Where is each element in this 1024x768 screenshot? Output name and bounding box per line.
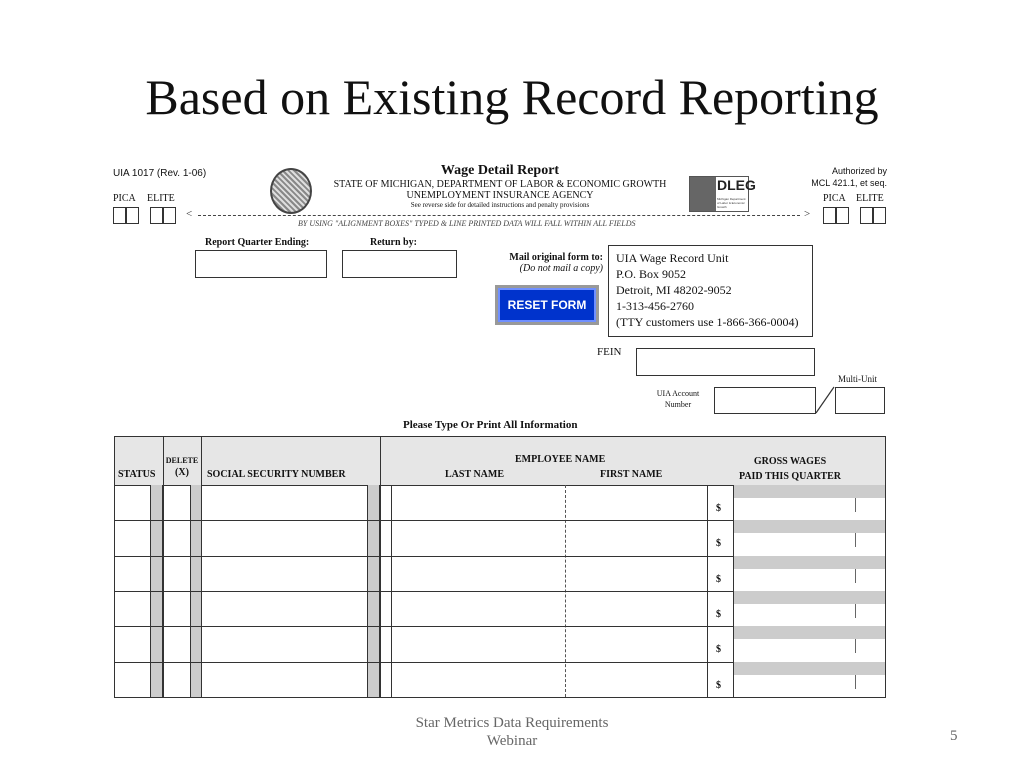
mail-note: (Do not mail a copy) [519,263,603,274]
elite-label-right: ELITE [856,193,884,204]
return-by-label: Return by: [370,237,417,248]
slash-divider [814,385,836,415]
report-quarter-label: Report Quarter Ending: [205,237,310,248]
last-name-header: LAST NAME [445,469,504,480]
dleg-logo-caption: Michigan Department of Labor & Economic Growth [717,197,746,209]
delete-header: DELETE [165,456,199,465]
alignment-note: BY USING "ALIGNMENT BOXES" TYPED & LINE PRINTED DATA WILL FALL WITHIN ALL FIELDS [298,219,636,228]
authorized-line-2: MCL 421.1, et seq. [811,178,887,188]
pica-label-right: PICA [823,193,846,204]
dollar-sign: $ [716,680,721,691]
fein-input[interactable] [636,348,815,376]
address-line: Detroit, MI 48202-9052 [616,283,732,297]
wage-table [114,436,886,698]
wages-header: GROSS WAGES [753,456,827,467]
elite-label-left: ELITE [147,193,175,204]
report-title: Wage Detail Report [440,163,560,178]
alignment-line [198,215,800,216]
return-by-input[interactable] [342,250,457,278]
multi-unit-input[interactable] [835,387,885,414]
dollar-sign: $ [716,644,721,655]
pica-alignment-box [823,207,836,224]
table-row[interactable] [115,485,885,520]
pica-alignment-box [113,207,126,224]
mail-label: Mail original form to: [509,252,603,263]
status-header: STATUS [118,469,156,480]
table-body [115,485,885,697]
dleg-logo [689,176,756,212]
mailing-address [608,245,813,337]
slide-title: Based on Existing Record Reporting [145,69,879,125]
dollar-sign: $ [716,574,721,585]
elite-alignment-box [860,207,873,224]
page-number: 5 [950,728,958,744]
reset-form-button[interactable]: RESET FORM [495,285,599,325]
dollar-sign: $ [716,503,721,514]
table-row[interactable] [115,520,885,555]
department-name: STATE OF MICHIGAN, DEPARTMENT OF LABOR & ECONOMIC GROWTH [333,179,667,190]
table-row[interactable] [115,626,885,661]
reverse-note: See reverse side for detailed instructions and penalty provisions [410,201,590,209]
print-instruction: Please Type Or Print All Information [403,419,578,431]
report-quarter-input[interactable] [195,250,327,278]
elite-alignment-box [873,207,886,224]
first-name-header: FIRST NAME [600,469,663,480]
account-label-line1: UIA Account [656,389,700,398]
arrow-right-icon: > [804,208,811,220]
address-line: 1-313-456-2760 [616,299,694,313]
uia-account-input[interactable] [714,387,816,414]
agency-name: UNEMPLOYMENT INSURANCE AGENCY [406,190,594,201]
wages-header-2: PAID THIS QUARTER [738,471,842,482]
employee-name-header: EMPLOYEE NAME [515,454,606,465]
elite-alignment-box [150,207,163,224]
ssn-header: SOCIAL SECURITY NUMBER [207,469,346,480]
arrow-left-icon: < [186,208,193,220]
table-row[interactable] [115,662,885,697]
slide-footer: Star Metrics Data Requirements Webinar [415,715,609,749]
table-header [115,437,885,486]
elite-alignment-box [163,207,176,224]
table-row[interactable] [115,591,885,626]
address-line: P.O. Box 9052 [616,267,687,281]
address-line: UIA Wage Record Unit [616,251,729,265]
pica-alignment-box [836,207,849,224]
account-label-line2: Number [664,400,692,409]
dollar-sign: $ [716,538,721,549]
pica-label-left: PICA [113,193,136,204]
form-id: UIA 1017 (Rev. 1-06) [113,168,207,179]
table-row[interactable] [115,556,885,591]
multi-unit-label: Multi-Unit [838,374,878,384]
fein-label: FEIN [597,346,622,358]
dollar-sign: $ [716,609,721,620]
address-line: (TTY customers use 1-866-366-0004) [616,315,799,329]
authorized-line-1: Authorized by [831,166,887,176]
pica-alignment-box [126,207,139,224]
dleg-logo-text: DLEG [717,177,756,193]
delete-header-x: (X) [175,467,189,478]
michigan-seal-icon [270,168,312,214]
